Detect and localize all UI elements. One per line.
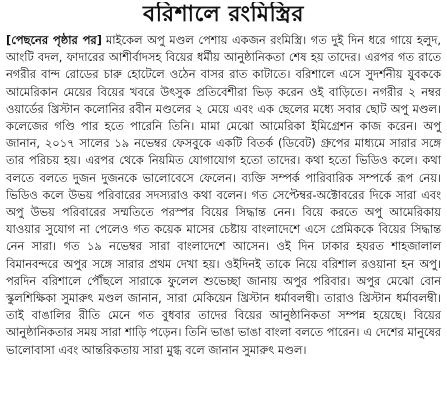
article-text: মাইকেল অপু মণ্ডল পেশায় একজন রংমিস্ত্রি। গত দুই দিন ধরে গায়ে হলুদ, আংটি বদল, ফাদারের আশীর্বাদসহ বিয়ের ধর্মীয় আনুষ্ঠানিকতা শেষ হয় তাদের। এরপর গত রাতে নগরীর বান্দ রোডের চারু হোটেলে ওঠেন বাসর রাত কাটাতে। বরিশালে এসে সুদর্শনীয় যুবককে আমেরিকান মেয়ের বিয়ের খবরে উৎসুক প্রতিবেশীরা ভিড় করেন ওই বাড়িতে। নগরীর ২ নম্বর ওয়ার্ডের খ্রিস্টান কলোনির রবীন মণ্ডলের ২ মেয়ে এবং এক ছেলের মধ্যে সবার ছোট অপু মণ্ডল। কলেজের গণ্ডি পার হতে পারেনি তিনি। মামা মেঝো আমেরিকা ইমিগ্রেশন কাজ করেন। অপু জানান, ২০১৭ সালের ১৯ নভেম্বর ফেসবুকে একটি বিতর্ক (ডিবেট) গ্রুপের মাধ্যমে সারার সঙ্গে তার পরিচয় হয়। এরপর থেকে নিয়মিত যোগাযোগ হতো তাদের। কথা হতো ভিডিও কলে। কথা বলতে বলতে দুজন দুজনকে ভালোবেসে ফেলেন। ব্যক্তি সম্পর্ক পারিবারিক সম্পর্কে রূপ নেয়। ভিডিও কলে উভয় পরিবারের সদস্যরাও কথা বলেন। গত সেপ্টেম্বর-অক্টোবরের দিকে সারা এবং অপু উভয় পরিবারের সম্মতিতে পরস্পর বিয়ের সিদ্ধান্ত নেন। বিয়ে করতে অপু আমেরিকায় যাওয়ার সুযোগ না পেলেও গত কয়েক মাসের চেষ্টায় বাংলাদেশে এসে প্রেমিককে বিয়ের সিদ্ধান্ত নেন সারা। গত ১৯ নভেম্বর সারা বাংলাদেশে আসেন। ওই দিন ঢাকার হযরত শাহজালাল বিমানবন্দরে অপুর সঙ্গে সারার প্রথম দেখা হয়। ওইদিনই তাকে নিয়ে বরিশাল রওয়ানা হন অপু। পরদিন বরিশালে পৌঁছলে সারাকে ফুলেল শুভেচ্ছা জানায় অপুর পরিবার। অপুর মেঝো বোন স্কুলশিক্ষিকা সুমারুৎ মণ্ডল জানান, সারা মেকিয়েন খ্রিস্টান ধর্মাবলম্বী। তারাও খ্রিস্টান ধর্মাবলম্বী। তাই বাঙালির রীতি মেনে গত বুধবার তাদের বিয়ের আনুষ্ঠানিকতা সম্পন্ন হয়েছে। বিয়ের আনুষ্ঠানিকতার সময় সারা শাড়ি পড়েন। তিনি ভাঙা ভাঙা বাংলা বলতে পারেন। এ দেশের মানুষের ভালোবাসা এবং আন্তরিকতায় সারা মুগ্ধ বলে জানান সুমারুৎ মণ্ডল। xyxy=(6,33,442,357)
headline: বরিশালে রংমিস্ত্রির xyxy=(142,2,305,27)
continuation-label: [পেছনের পৃষ্ঠার পর] xyxy=(6,33,102,47)
article-body xyxy=(6,32,441,359)
